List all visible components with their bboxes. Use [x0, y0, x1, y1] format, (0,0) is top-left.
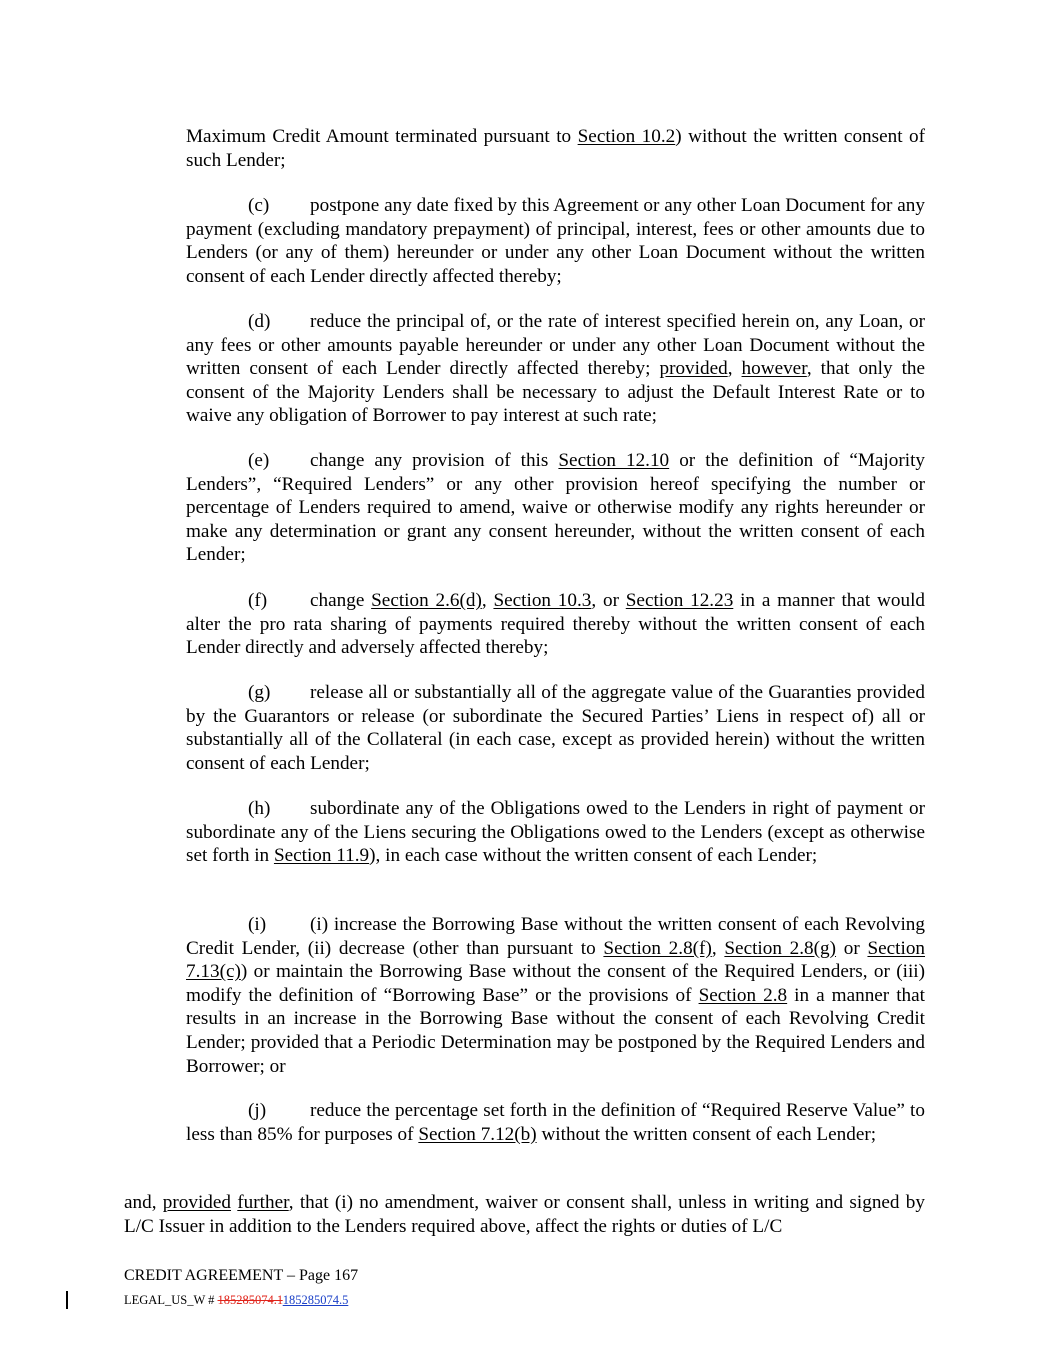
clause-label: (j) [248, 1100, 267, 1121]
emphasis-provided: provided [162, 1192, 232, 1213]
clause-i [186, 913, 925, 1078]
clause-label: (h) [248, 798, 271, 819]
clause-g [186, 681, 925, 775]
clause-text: in a manner that results in an increase in the Borrowing Base without the consent of each Revolving Credit Lender; provided that a Periodic Determination may be postponed by the Required Lenders and Borrower; or [186, 984, 925, 1077]
clause-text: , that only the consent of the Majority Lenders shall be necessary to adjust the Default Interest Rate or to waive any obligation of Borrower to pay interest at such rate; [186, 358, 926, 427]
text: , or [591, 590, 626, 611]
section-reference: Section 12.10 [558, 450, 670, 471]
section-reference: Section 7.12(b) [418, 1123, 537, 1145]
clause-label: (i) [248, 914, 267, 935]
text: or [836, 937, 868, 959]
text: , that (i) no amendment, waiver or consent shall, unless in writing and signed by L/C Issuer in addition to the Lenders required above, affect the rights or duties of L/C [124, 1192, 925, 1237]
clause-text: change [310, 590, 372, 611]
clause-e [186, 449, 925, 567]
section-reference: Section 11.9 [273, 845, 370, 867]
clause-label: (d) [248, 311, 271, 332]
clause-text: in a manner that would alter the pro rata sharing of payments required thereby without the written consent of each Lender directly and adversely affected thereby; [186, 590, 925, 659]
section-reference: Section 10.3 [493, 590, 592, 611]
text: and, [124, 1192, 163, 1213]
emphasis-further: further [237, 1192, 289, 1213]
clause-text: ) or maintain the Borrowing Base without the consent of the Required Lenders, or (iii) modify the definition of “Borrowing Base” or the provisions of [186, 961, 925, 1006]
footer-title: CREDIT AGREEMENT – Page 167 [124, 1267, 359, 1284]
deleted-document-number: 185285074.1 [217, 1293, 283, 1307]
section-reference: Section 10.2 [577, 126, 676, 147]
footer-document-id [124, 1293, 348, 1308]
text: , [711, 937, 725, 959]
inserted-document-number: 185285074.5 [282, 1293, 349, 1307]
text: Maximum Credit Amount terminated pursuant to [186, 126, 578, 147]
section-reference: Section 12.23 [625, 590, 734, 611]
change-bar [66, 1291, 68, 1309]
clause-h [186, 797, 925, 868]
document-id-prefix: LEGAL_US_W # [124, 1293, 218, 1307]
clause-text: reduce the principal of, or the rate of interest specified herein on, any Loan, or any fees or other amounts payable hereunder or under any other Loan Document without the written consent of each Lender directly affected thereby; [186, 311, 925, 380]
clause-text: postpone any date fixed by this Agreement or any other Loan Document for any payment (excluding mandatory prepayment) of principal, interest, fees or other amounts due to Lenders (or any of them) hereunder or under any other Loan Document without the written consent of each Lender directly affected thereby; [186, 195, 925, 287]
clause-label: (c) [248, 195, 270, 216]
clause-f [186, 589, 925, 660]
clause-text: ), in each case without the written consent of each Lender; [369, 845, 818, 867]
clause-c [186, 194, 925, 288]
section-reference: Section 2.6(d) [371, 590, 482, 611]
text: ) without the written consent of such Lender; [186, 126, 925, 171]
section-reference: Section 7.13(c) [186, 937, 926, 983]
clause-label: (f) [248, 590, 268, 611]
clause-text: reduce the percentage set forth in the definition of “Required Reserve Value” to less than 85% for purposes of [186, 1100, 925, 1145]
clause-text: (i) increase the Borrowing Base without the written consent of each Revolving Credit Lender, (ii) decrease (other than pursuant to [186, 914, 925, 959]
text: , [481, 590, 494, 611]
clause-label: (g) [248, 682, 271, 703]
clause-text: release all or substantially all of the aggregate value of the Guaranties provided by the Guarantors or release (or subordinate the Secured Parties’ Liens in respect of) all or substantially all of the Collateral (in each case, except as provided herein) without the written consent of each Lender; [186, 682, 925, 774]
clause-text: subordinate any of the Obligations owed to the Lenders in right of payment or subordinate any of the Liens securing the Obligations owed to the Lenders (except as otherwise set forth in [186, 798, 925, 867]
section-reference: Section 2.8(f) [603, 937, 712, 959]
section-reference: Section 2.8 [698, 984, 788, 1006]
text: , [727, 358, 742, 380]
clause-text: without the written consent of each Lender; [536, 1123, 877, 1145]
clause-label: (e) [248, 450, 270, 471]
clause-text: change any provision of this [310, 450, 559, 471]
paragraph-final [124, 1191, 925, 1238]
emphasis-however: however [741, 358, 807, 380]
section-reference: Section 2.8(g) [724, 937, 837, 959]
clause-j [186, 1099, 925, 1146]
emphasis-provided: provided [659, 358, 728, 380]
paragraph-intro [186, 125, 925, 172]
clause-text: or the definition of “Majority Lenders”, “Required Lenders” or any other provision hereof specifying the number or percentage of Lenders required to amend, waive or otherwise modify any rights hereunder or make any determination or grant any consent hereunder, without the written consent of each Lender; [186, 450, 925, 566]
clause-d [186, 310, 925, 428]
